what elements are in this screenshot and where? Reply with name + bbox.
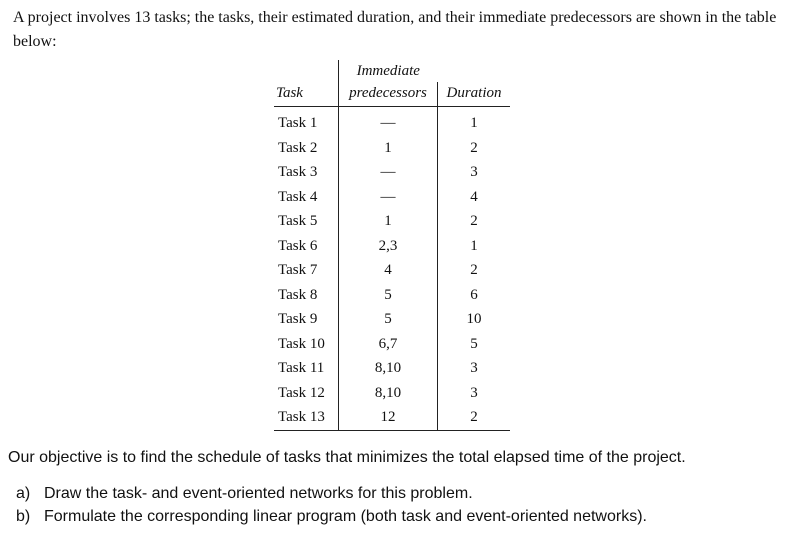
task-name: Task 3 <box>278 164 318 180</box>
task-name: Task 10 <box>278 335 325 352</box>
task-predecessors: 12 <box>339 405 438 430</box>
question-list <box>16 482 647 528</box>
table-row <box>274 209 510 234</box>
task-duration: 3 <box>438 356 511 381</box>
task-predecessors: 5 <box>339 283 438 308</box>
table-row <box>274 332 510 357</box>
table-row <box>274 234 510 259</box>
table-row <box>274 258 510 283</box>
task-duration: 6 <box>438 283 511 308</box>
table-row <box>274 307 510 332</box>
task-duration: 5 <box>438 332 511 357</box>
table-row <box>274 136 510 161</box>
question-a <box>16 482 647 505</box>
table-row <box>274 405 510 430</box>
task-name: Task 1 <box>278 115 318 131</box>
task-duration: 2 <box>438 258 511 283</box>
task-duration: 3 <box>438 381 511 406</box>
task-predecessors: 4 <box>339 258 438 283</box>
problem-intro: A project involves 13 tasks; the tasks, their estimated duration, and their immediate predecessors are shown in the table below: <box>13 9 777 50</box>
task-duration: 3 <box>438 160 511 185</box>
task-name: Task 7 <box>278 262 318 278</box>
table-row <box>274 381 510 406</box>
header-duration: Duration <box>438 82 511 107</box>
table-row <box>274 160 510 185</box>
table-row <box>274 107 510 136</box>
task-duration: 1 <box>438 234 511 259</box>
objective-statement: Our objective is to find the schedule of tasks that minimizes the total elapsed time of the project. <box>8 449 686 466</box>
task-duration: 10 <box>438 307 511 332</box>
task-predecessors: 8,10 <box>339 381 438 406</box>
header-predecessors-line2: predecessors <box>339 82 438 107</box>
task-duration: 1 <box>438 107 511 136</box>
task-name: Task 2 <box>278 139 318 156</box>
task-name: Task 5 <box>278 213 318 229</box>
task-predecessors: 8,10 <box>339 356 438 381</box>
question-label: a) <box>16 485 31 502</box>
task-predecessors: 1 <box>339 136 438 161</box>
task-predecessors: 5 <box>339 307 438 332</box>
table-row <box>274 185 510 210</box>
task-name: Task 13 <box>274 405 339 430</box>
question-text: Formulate the corresponding linear program (both task and event-oriented networks). <box>44 508 647 525</box>
task-duration: 2 <box>438 405 511 430</box>
task-predecessors: — <box>339 185 438 210</box>
task-duration: 2 <box>438 209 511 234</box>
task-name: Task 12 <box>278 384 325 401</box>
task-predecessors: 6,7 <box>339 332 438 357</box>
table-row <box>274 283 510 308</box>
task-predecessors: — <box>339 107 438 136</box>
task-predecessors: — <box>339 160 438 185</box>
task-name: Task 6 <box>278 237 318 254</box>
task-duration: 4 <box>438 185 511 210</box>
header-predecessors-line1: Immediate <box>339 60 438 82</box>
task-name: Task 9 <box>278 311 318 327</box>
question-text: Draw the task- and event-oriented networks for this problem. <box>44 485 473 502</box>
task-name: Task 4 <box>278 188 318 205</box>
task-name: Task 11 <box>278 360 325 376</box>
task-predecessors: 1 <box>339 209 438 234</box>
task-predecessors: 2,3 <box>339 234 438 259</box>
table-row <box>274 356 510 381</box>
task-name: Task 8 <box>278 286 318 303</box>
task-duration: 2 <box>438 136 511 161</box>
task-table <box>274 60 510 431</box>
header-task: Task <box>274 82 339 107</box>
question-label: b) <box>16 508 31 525</box>
question-b <box>16 505 647 528</box>
